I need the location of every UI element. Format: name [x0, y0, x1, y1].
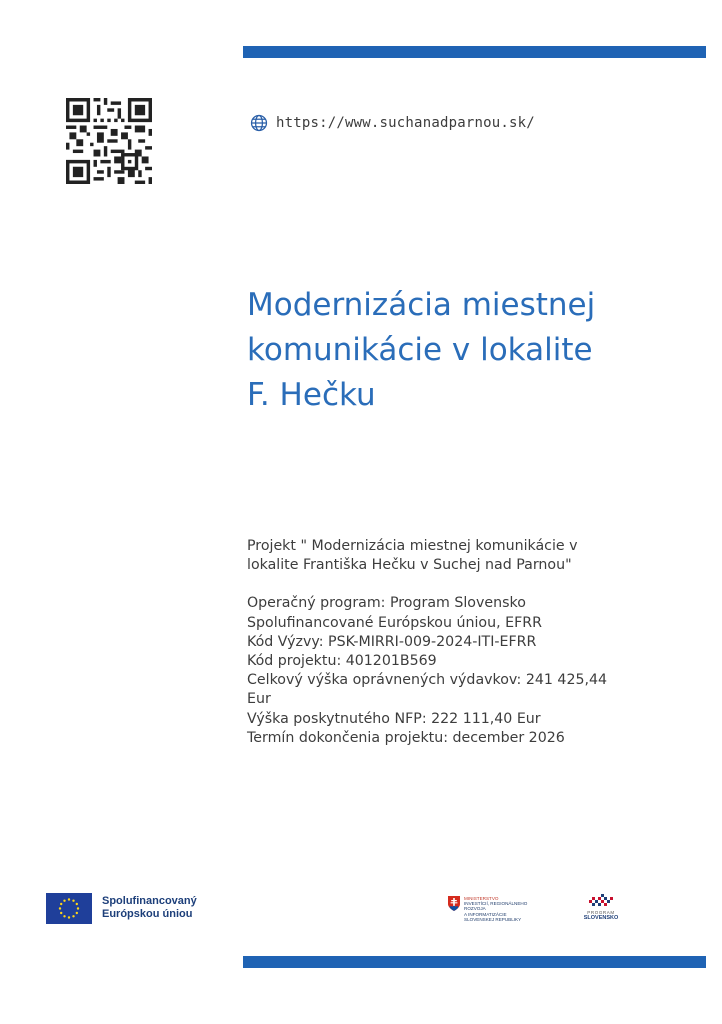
qr-code	[66, 98, 152, 184]
title-line: Modernizácia miestnej	[247, 287, 596, 323]
program-label: PROGRAM	[587, 910, 615, 915]
program-slovensko-mark-icon	[587, 892, 615, 910]
slovensko-label: SLOVENSKO	[583, 915, 619, 921]
detail-line: Operačný program: Program Slovensko	[247, 595, 526, 612]
project-name-line: Projekt " Modernizácia miestnej komunikácie v	[247, 538, 578, 554]
mirri-label-line: MINISTERSTVO	[464, 896, 499, 901]
detail-line: Celkový výška oprávnených výdavkov: 241 425,44	[247, 672, 608, 689]
program-slovensko-logo	[579, 892, 623, 921]
project-name-line: lokalite Františka Hečku v Suchej nad Parnou"	[247, 557, 572, 574]
eu-cofunded-label	[102, 895, 197, 921]
mirri-logo	[448, 896, 544, 922]
detail-line: Kód Výzvy: PSK-MIRRI-009-2024-ITI-EFRR	[247, 633, 537, 650]
eu-label-line: Európskou úniou	[102, 908, 193, 920]
detail-line: Termín dokončenia projektu: december 2026	[247, 729, 565, 746]
detail-line: Kód projektu: 401201B569	[247, 653, 437, 670]
mirri-label-line: INVESTÍCIÍ, REGIONÁLNEHO ROZVOJA	[464, 901, 528, 912]
mirri-label-line: SLOVENSKEJ REPUBLIKY	[464, 916, 522, 922]
website-url[interactable]: https://www.suchanadparnou.sk/	[276, 115, 535, 131]
mirri-label-line: A INFORMATIZÁCIE	[464, 911, 507, 917]
eu-label-line: Spolufinancovaný	[102, 895, 197, 907]
globe-icon	[250, 114, 268, 132]
page-title	[247, 283, 707, 418]
title-line: F. Hečku	[247, 377, 376, 413]
top-accent-bar	[243, 46, 706, 58]
detail-line: Eur	[247, 691, 271, 708]
detail-line: Výška poskytnutého NFP: 222 111,40 Eur	[247, 710, 541, 727]
bottom-accent-bar	[243, 956, 706, 968]
detail-line: Spolufinancované Európskou úniou, EFRR	[247, 614, 542, 631]
website-row	[250, 114, 535, 132]
project-info	[247, 537, 687, 748]
title-line: komunikácie v lokalite	[247, 332, 593, 368]
mirri-label	[464, 896, 544, 922]
eu-flag-icon	[46, 893, 92, 924]
slovak-coat-of-arms-icon	[448, 896, 460, 911]
